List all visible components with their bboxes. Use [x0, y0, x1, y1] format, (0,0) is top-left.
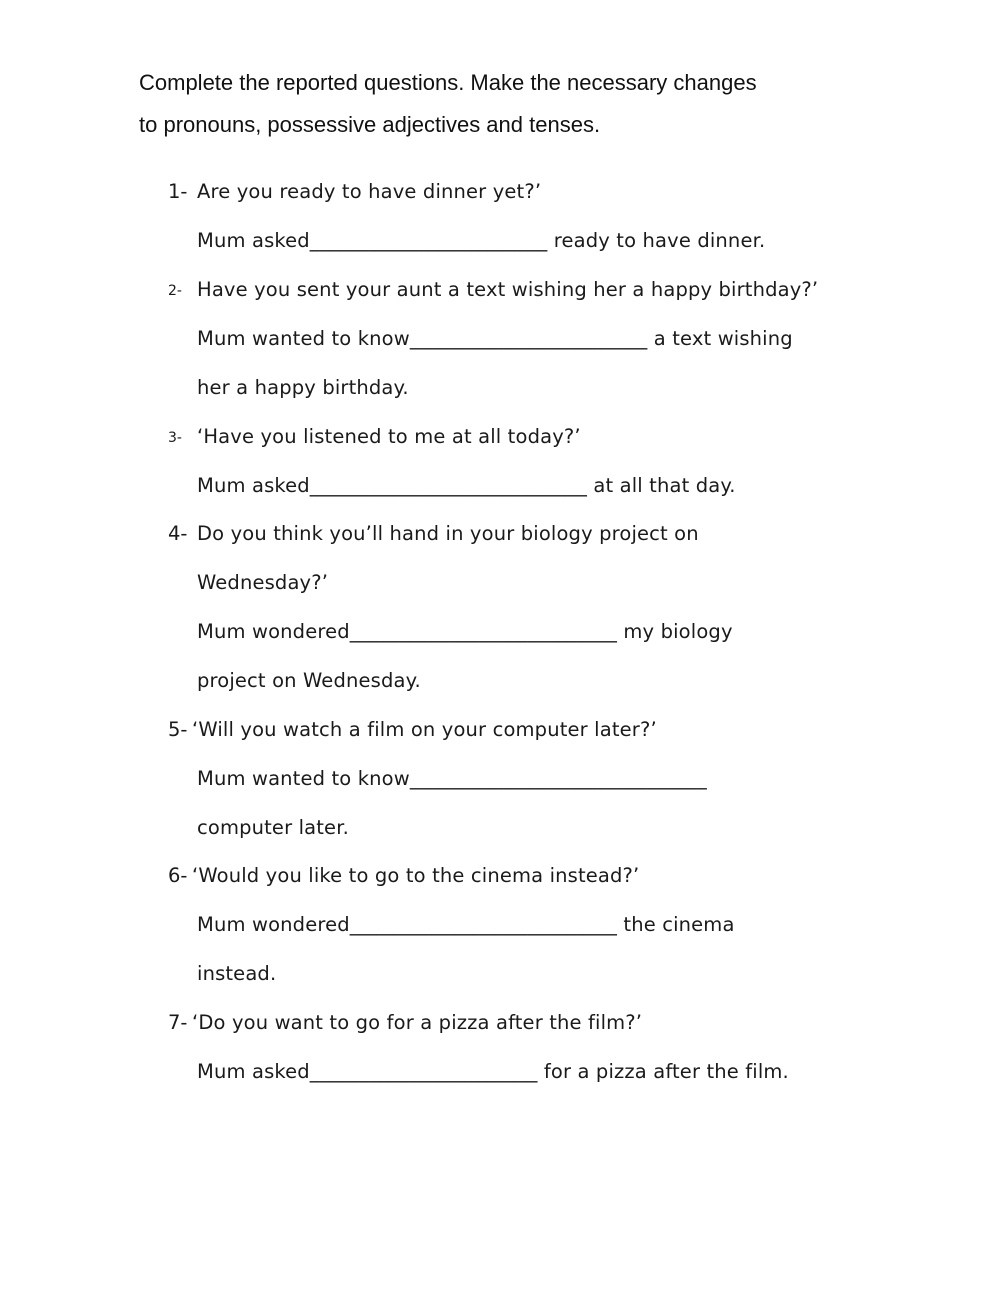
- item-6-number: 6-: [168, 864, 188, 887]
- item-2-question: Have you sent your aunt a text wishing her a happy birthday?’: [197, 278, 819, 301]
- item-3-number: 3-: [168, 430, 182, 446]
- item-3-answer[interactable]: Mum asked____________________________ at all that day.: [197, 474, 736, 497]
- item-7-answer[interactable]: Mum asked_______________________ for a pizza after the film.: [197, 1060, 789, 1083]
- item-3-question: ‘Have you listened to me at all today?’: [197, 425, 581, 448]
- instructions-heading: [139, 62, 899, 146]
- item-4-number: 4-: [168, 522, 188, 545]
- item-4-answer-cont: project on Wednesday.: [197, 669, 421, 692]
- item-5-answer[interactable]: Mum wanted to know______________________________: [197, 767, 707, 790]
- item-7-number: 7-: [168, 1011, 188, 1034]
- item-5-answer-cont: computer later.: [197, 816, 349, 839]
- item-5-number: 5-: [168, 718, 188, 741]
- item-1-answer[interactable]: Mum asked________________________ ready to have dinner.: [197, 229, 766, 252]
- item-2-number: 2-: [168, 283, 182, 299]
- item-5-question: ‘Will you watch a film on your computer later?’: [192, 718, 657, 741]
- item-7-question: ‘Do you want to go for a pizza after the film?’: [192, 1011, 643, 1034]
- instructions-line-2: to pronouns, possessive adjectives and tenses.: [139, 112, 601, 137]
- item-6-answer[interactable]: Mum wondered___________________________ the cinema: [197, 913, 735, 936]
- item-4-question: Do you think you’ll hand in your biology project on: [197, 522, 699, 545]
- item-6-question: ‘Would you like to go to the cinema instead?’: [192, 864, 640, 887]
- item-4-question-cont: Wednesday?’: [197, 571, 329, 594]
- item-2-answer-cont: her a happy birthday.: [197, 376, 409, 399]
- item-2-answer[interactable]: Mum wanted to know________________________ a text wishing: [197, 327, 793, 350]
- item-1-number: 1-: [168, 180, 188, 203]
- item-1-question: Are you ready to have dinner yet?’: [197, 180, 542, 203]
- item-6-answer-cont: instead.: [197, 962, 277, 985]
- instructions-line-1: Complete the reported questions. Make the necessary changes: [139, 70, 757, 95]
- item-4-answer[interactable]: Mum wondered___________________________ my biology: [197, 620, 733, 643]
